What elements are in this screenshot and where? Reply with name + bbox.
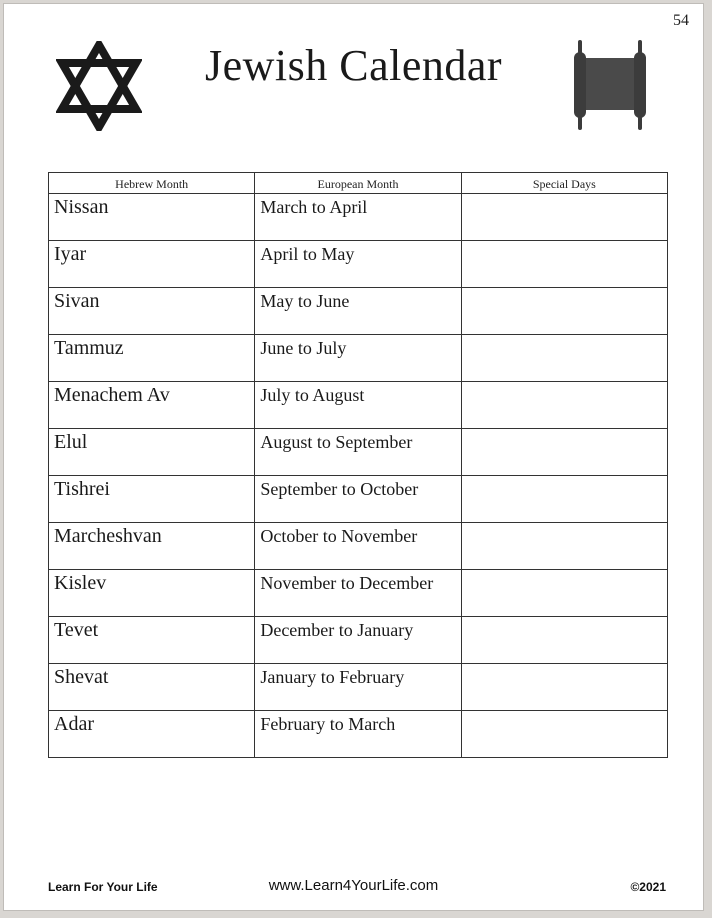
european-month: July to August [260, 385, 365, 405]
footer-copyright: ©2021 [630, 880, 666, 894]
special-days-cell[interactable] [461, 382, 667, 429]
special-days-cell[interactable] [461, 617, 667, 664]
hebrew-month: Tevet [54, 619, 99, 641]
table-row [49, 335, 668, 382]
special-days-cell[interactable] [461, 241, 667, 288]
hebrew-month: Sivan [54, 290, 100, 312]
table-row [49, 241, 668, 288]
european-month: December to January [260, 620, 414, 640]
hebrew-month-cell [49, 241, 255, 288]
special-days-cell[interactable] [461, 664, 667, 711]
european-month: June to July [260, 338, 347, 358]
document-page [3, 3, 704, 911]
hebrew-month-cell [49, 476, 255, 523]
european-month-cell [255, 382, 461, 429]
hebrew-month: Elul [54, 431, 88, 453]
european-month: April to May [260, 244, 355, 264]
hebrew-month: Tammuz [54, 337, 124, 359]
european-month-cell [255, 711, 461, 758]
special-days-cell[interactable] [461, 335, 667, 382]
hebrew-month-cell [49, 570, 255, 617]
table-row [49, 429, 668, 476]
special-days-cell[interactable] [461, 570, 667, 617]
european-month: August to September [260, 432, 413, 452]
page-title: Jewish Calendar [204, 41, 503, 90]
hebrew-month: Nissan [54, 196, 109, 218]
hebrew-month: Shevat [54, 666, 109, 688]
hebrew-month: Kislev [54, 572, 107, 594]
special-days-cell[interactable] [461, 429, 667, 476]
column-header-hebrew-month: Hebrew Month [49, 173, 255, 194]
european-month: February to March [260, 714, 396, 734]
hebrew-month-cell [49, 194, 255, 241]
hebrew-month-cell [49, 429, 255, 476]
special-days-cell[interactable] [461, 523, 667, 570]
european-month-cell [255, 523, 461, 570]
table-row [49, 288, 668, 335]
table-row [49, 664, 668, 711]
european-month: March to April [260, 197, 368, 217]
european-month: November to December [260, 573, 434, 593]
column-header-special-days: Special Days [461, 173, 667, 194]
page-number: 54 [673, 12, 689, 29]
hebrew-month-cell [49, 664, 255, 711]
hebrew-month: Menachem Av [54, 384, 170, 406]
european-month: January to February [260, 667, 405, 687]
hebrew-month-cell [49, 617, 255, 664]
column-header-european-month: European Month [255, 173, 461, 194]
european-month-cell [255, 617, 461, 664]
european-month-cell [255, 429, 461, 476]
table-row [49, 523, 668, 570]
hebrew-month: Tishrei [54, 478, 110, 500]
european-month-cell [255, 664, 461, 711]
table-row [49, 476, 668, 523]
hebrew-month: Iyar [54, 243, 87, 265]
european-month-cell [255, 241, 461, 288]
table-row [49, 617, 668, 664]
hebrew-month-cell [49, 335, 255, 382]
hebrew-month-cell [49, 523, 255, 570]
european-month-cell [255, 288, 461, 335]
table-row [49, 711, 668, 758]
european-month: May to June [260, 291, 350, 311]
special-days-cell[interactable] [461, 711, 667, 758]
hebrew-month-cell [49, 288, 255, 335]
european-month: October to November [260, 526, 418, 546]
european-month-cell [255, 570, 461, 617]
table-row [49, 382, 668, 429]
special-days-cell[interactable] [461, 194, 667, 241]
european-month-cell [255, 476, 461, 523]
torah-scroll-icon [568, 38, 652, 132]
footer-brand: Learn For Your Life [48, 880, 158, 894]
calendar-table [48, 172, 668, 758]
table-header-row [49, 173, 668, 194]
european-month-cell [255, 194, 461, 241]
hebrew-month-cell [49, 711, 255, 758]
european-month-cell [255, 335, 461, 382]
hebrew-month: Adar [54, 713, 94, 735]
footer-website: www.Learn4YourLife.com [268, 877, 439, 894]
hebrew-month: Marcheshvan [54, 525, 162, 547]
table-row [49, 194, 668, 241]
special-days-cell[interactable] [461, 288, 667, 335]
hebrew-month-cell [49, 382, 255, 429]
special-days-cell[interactable] [461, 476, 667, 523]
table-row [49, 570, 668, 617]
european-month: September to October [260, 479, 419, 499]
